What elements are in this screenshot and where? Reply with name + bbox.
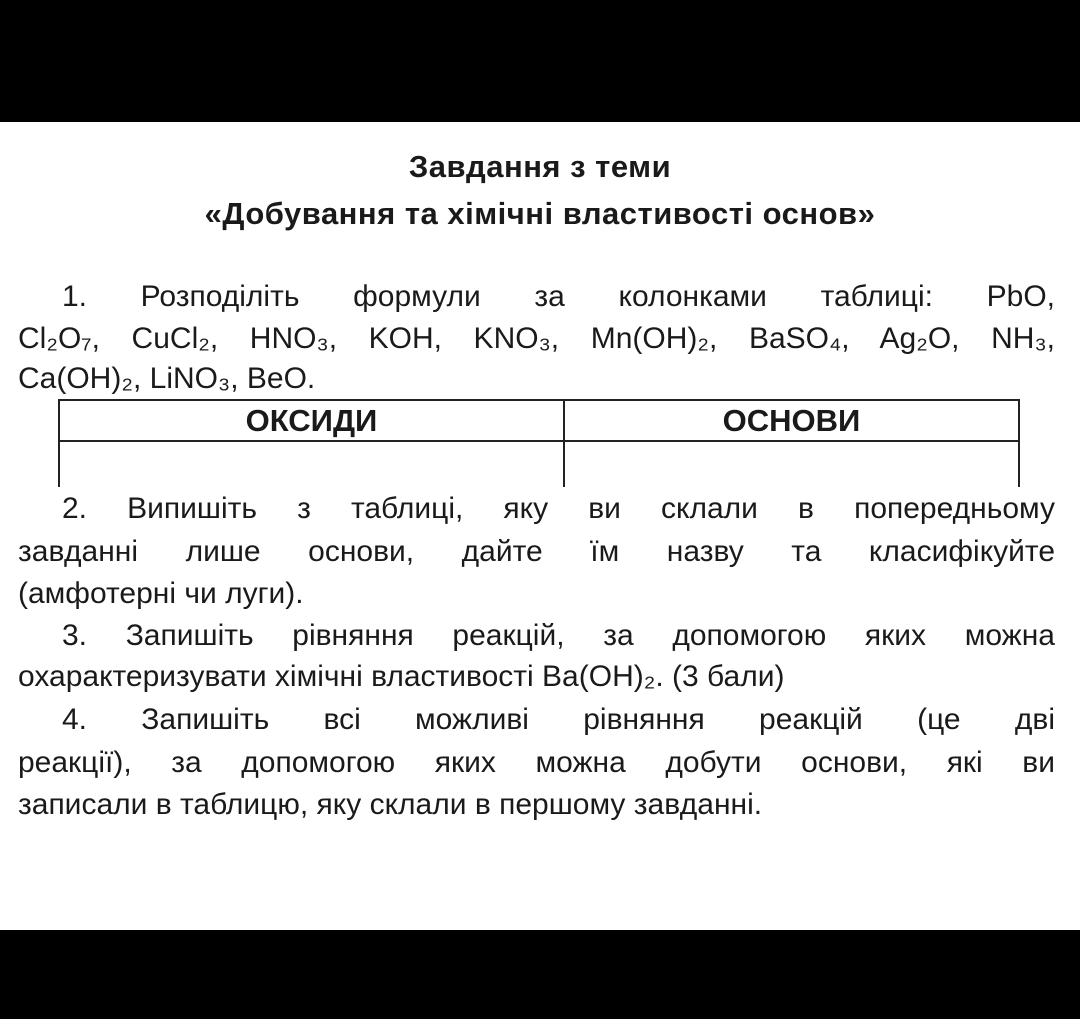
task2-line1: 2. Випишіть з таблиці, яку ви склали в попередньому — [62, 492, 1055, 525]
table-header-oxides: ОКСИДИ — [245, 403, 378, 438]
task3-line1: 3. Запишіть рівняння реакцій, за допомогою яких можна — [62, 619, 1055, 652]
top-black-bar — [0, 0, 1080, 122]
task4-line1: 4. Запишіть всі можливі рівняння реакцій (це дві — [62, 703, 1055, 736]
task1-line1: 1. Розподіліть формули за колонками таблиці: PbO, — [62, 280, 1055, 313]
worksheet-page — [0, 122, 1080, 930]
page-subtitle: «Добування та хімічні властивості основ» — [204, 196, 876, 231]
task2-line3: (амфотерні чи луги). — [18, 577, 304, 610]
task3-line2: охарактеризувати хімічні властивості Ba(OH)₂. (3 бали) — [18, 660, 785, 693]
task4-line2: реакції), за допомогою яких можна добути основи, які ви — [18, 746, 1055, 779]
task4-line3: записали в таблицю, яку склали в першому завданні. — [18, 788, 763, 821]
page-title: Завдання з теми — [408, 149, 672, 184]
task1-line3: Ca(OH)₂, LiNO₃, BeO. — [18, 362, 316, 395]
table-right-border — [1018, 399, 1020, 487]
table-header-bases: ОСНОВИ — [722, 403, 861, 438]
task1-line2: Cl₂O₇, CuCl₂, HNO₃, KOH, KNO₃, Mn(OH)₂, BaSO₄, Ag₂O, NH₃, — [18, 322, 1055, 355]
bottom-black-bar — [0, 930, 1080, 1019]
classification-table — [58, 399, 1020, 487]
task2-line2: завданні лише основи, дайте їм назву та класифікуйте — [18, 535, 1055, 568]
